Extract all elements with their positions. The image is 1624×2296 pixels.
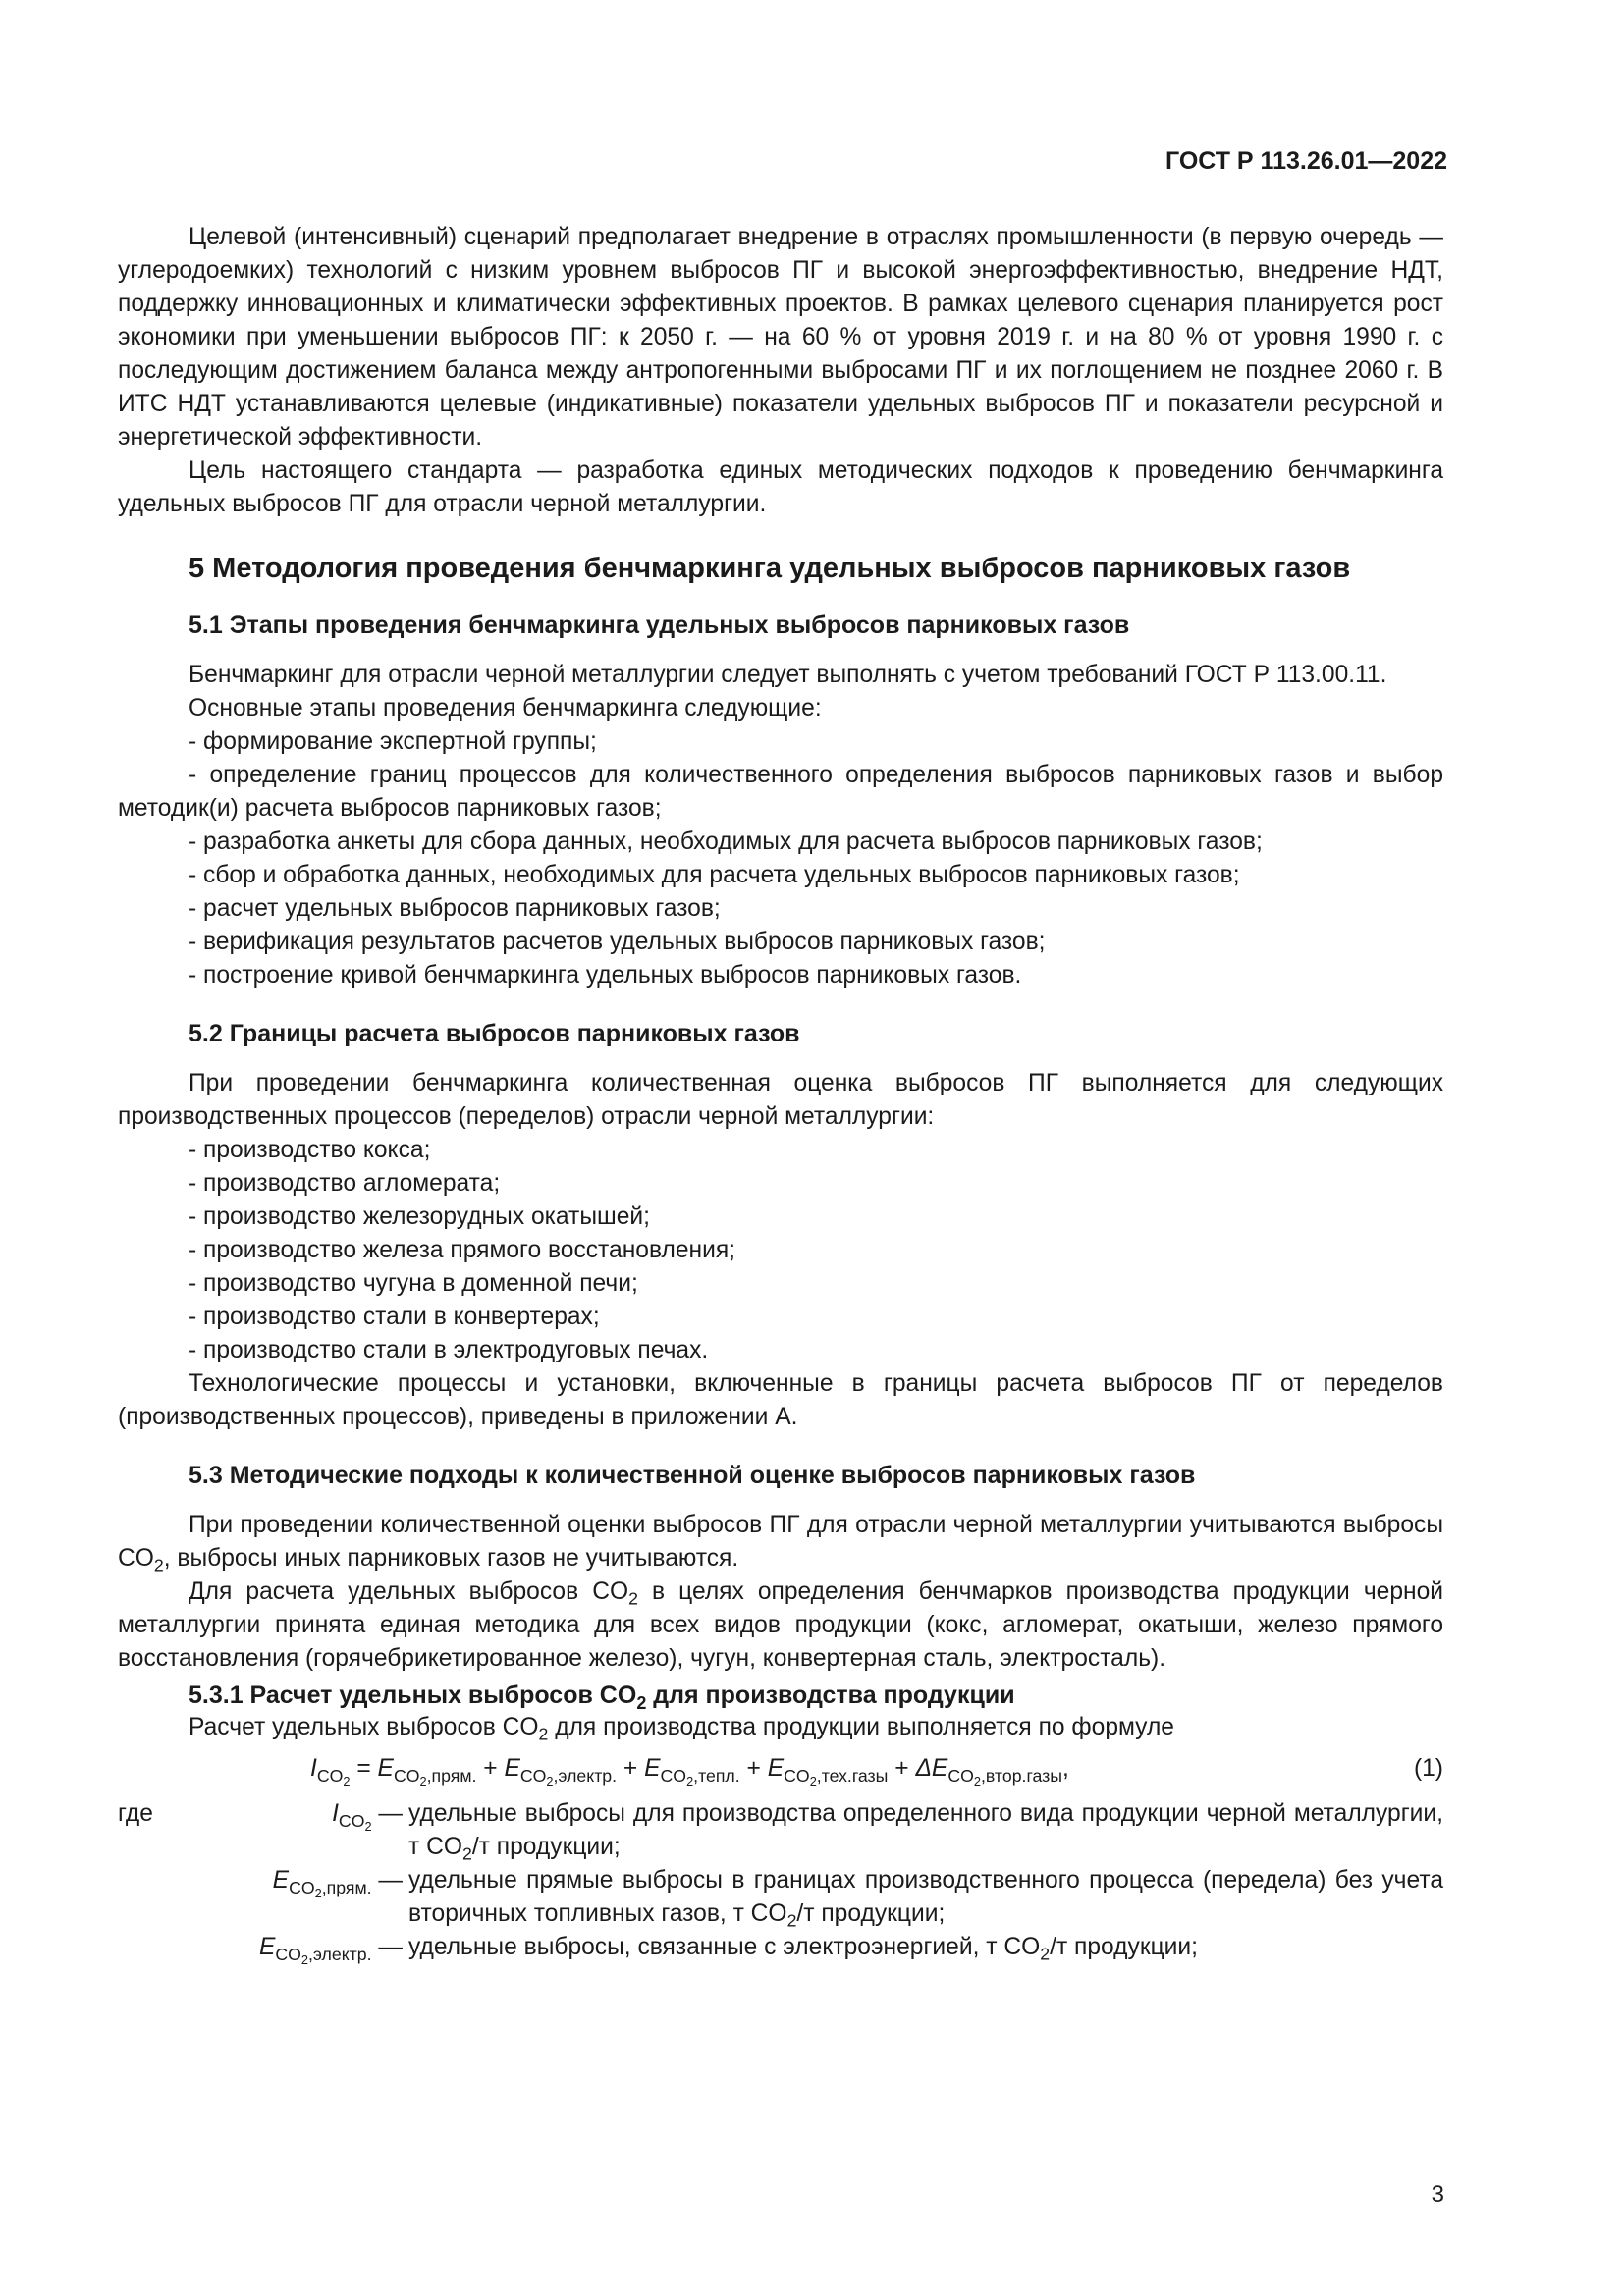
section-5-3-title: 5.3 Методические подходы к количественной оценке выбросов парниковых газов	[189, 1462, 1196, 1489]
formula-1	[118, 1750, 1443, 1791]
definition-text: удельные выбросы для производства определенного вида продукции черной металлургии, т $CO_2/т$ продукции;	[408, 1800, 1443, 1864]
list-item: - производство стали в конвертерах;	[189, 1304, 600, 1330]
list-item: - производство железа прямого восстановления;	[189, 1237, 735, 1263]
list-item: - расчет удельных выбросов парниковых газов;	[189, 895, 721, 922]
definition-symbol: $E_{CO_2,электр.}$ —	[258, 1934, 403, 1967]
where-label: где	[118, 1800, 153, 1827]
definition-symbol: $I_{CO_2}$ —	[332, 1800, 403, 1834]
definition-text: удельные прямые выбросы в границах производственного процесса (передела) без учета вторичных топливных газов, т $CO_2/т$ продукции;	[408, 1867, 1443, 1931]
formula-number: (1)	[1413, 1755, 1443, 1782]
section-5-1-paragraph-1: Бенчмаркинг для отрасли черной металлургии следует выполнять с учетом требований ГОСТ Р 113.00.11.	[189, 662, 1387, 688]
page-number: 3	[1431, 2181, 1444, 2208]
section-5-title: 5 Методология проведения бенчмаркинга удельных выбросов парниковых газов	[189, 553, 1351, 584]
page-content	[118, 221, 1443, 1967]
list-item: - производство кокса;	[189, 1137, 431, 1163]
definition-text: удельные выбросы, связанные с электроэнергией, т $CO_2/т$ продукции;	[408, 1934, 1198, 1964]
definition-row	[118, 1797, 1443, 1864]
section-5-3-paragraph-1: При проведении количественной оценки выбросов ПГ для отрасли черной металлургии учитываются выбросы $CO_2$, выбросы иных парниковых газов не учитываются.	[118, 1512, 1443, 1575]
section-5-2-paragraph-1: При проведении бенчмаркинга количественная оценка выбросов ПГ выполняется для следующих производственных процессов (переделов) отрасли черной металлургии:	[118, 1070, 1443, 1130]
list-item: - разработка анкеты для сбора данных, необходимых для расчета выбросов парниковых газов;	[189, 828, 1263, 855]
definition-symbol: $E_{CO_2,прям.}$ —	[272, 1867, 403, 1900]
document-header: ГОСТ Р 113.26.01—2022	[1164, 147, 1447, 175]
list-item: - формирование экспертной группы;	[189, 728, 597, 755]
formula-definitions	[118, 1797, 1443, 1967]
list-item: - производство железорудных окатышей;	[189, 1203, 650, 1230]
list-item: - производство чугуна в доменной печи;	[189, 1270, 638, 1297]
intro-paragraph-1: Целевой (интенсивный) сценарий предполагает внедрение в отраслях промышленности (в первую очередь — углеродоемких) технологий с низким уровнем выбросов ПГ и высокой энергоэффективностью, внедрение НДТ, поддержку инновационных и климатически эффективных проектов. В рамках целевого сценария планируется рост экономики при уменьшении выбросов ПГ: к 2050 г. — на 60 % от уровня 2019 г. и на 80 % от уровня 1990 г. с последующим достижением баланса между антропогенными выбросами ПГ и их поглощением не позднее 2060 г. В ИТС НДТ устанавливаются целевые (индикативные) показатели удельных выбросов ПГ и показатели ресурсной и энергетической эффективности.	[118, 224, 1443, 451]
list-item: - сбор и обработка данных, необходимых для расчета удельных выбросов парниковых газов;	[189, 862, 1240, 888]
list-item: - определение границ процессов для количественного определения выбросов парниковых газов и выбор методик(и) расчета выбросов парниковых газов;	[118, 762, 1443, 822]
formula-expression: $I_{CO_2} = E_{CO_2,прям.} + E_{CO_2,электр.} + E_{CO_2,тепл.} + E_{CO_2,тех.газы} + \Delta E_{CO_2,втор.газы}$,	[310, 1755, 1069, 1789]
list-item: - производство стали в электродуговых печах.	[189, 1337, 709, 1363]
list-item: - производство агломерата;	[189, 1170, 501, 1197]
intro-paragraph-2: Цель настоящего стандарта — разработка единых методических подходов к проведению бенчмаркинга удельных выбросов ПГ для отрасли черной металлургии.	[118, 457, 1443, 517]
definition-row	[118, 1931, 1443, 1967]
list-item: - верификация результатов расчетов удельных выбросов парниковых газов;	[189, 929, 1046, 955]
section-5-3-1-title: 5.3.1 Расчет удельных выбросов $CO_2$ для производства продукции	[189, 1682, 1015, 1713]
section-5-2-paragraph-2: Технологические процессы и установки, включенные в границы расчета выбросов ПГ от переделов (производственных процессов), приведены в приложении А.	[118, 1370, 1443, 1430]
list-item: - построение кривой бенчмаркинга удельных выбросов парниковых газов.	[189, 962, 1022, 988]
section-5-1-title: 5.1 Этапы проведения бенчмаркинга удельных выбросов парниковых газов	[189, 612, 1130, 639]
section-5-3-paragraph-2: Для расчета удельных выбросов $CO_2$ в целях определения бенчмарков производства продукции черной металлургии принята единая методика для всех видов продукции (кокс, агломерат, окатыши, железо прямого восстановления (горячебрикетированное железо), чугун, конвертерная сталь, электросталь).	[118, 1578, 1443, 1672]
definition-row	[118, 1864, 1443, 1931]
section-5-1-paragraph-2: Основные этапы проведения бенчмаркинга следующие:	[189, 695, 822, 721]
section-5-3-1-paragraph: Расчет удельных выбросов $CO_2$ для производства продукции выполняется по формуле	[189, 1714, 1174, 1744]
section-5-2-title: 5.2 Границы расчета выбросов парниковых газов	[189, 1020, 800, 1047]
